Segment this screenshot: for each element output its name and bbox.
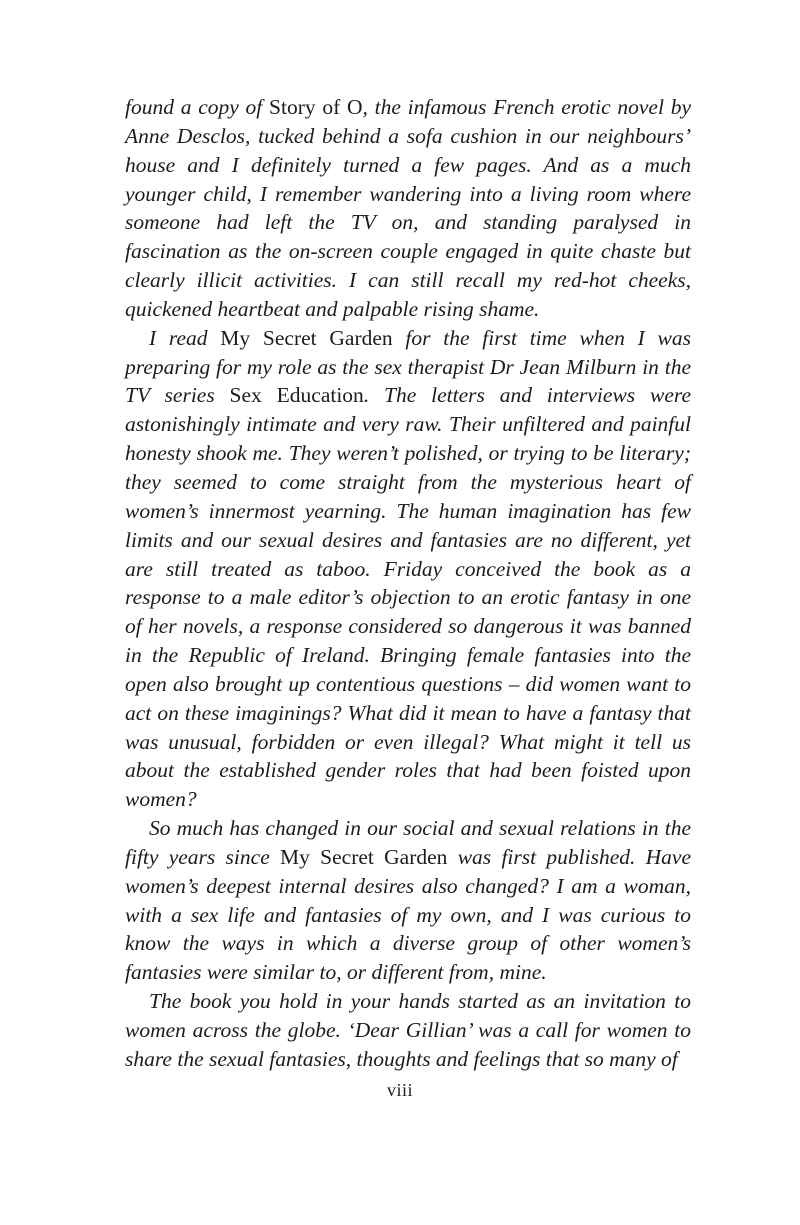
text-segment: found a copy of [125, 95, 270, 119]
text-segment: The book you hold in your hands started as an invitation to women across the globe. ‘Dear Gillian’ was a call for women to share the sexual fantasies, thoughts and feelings that so many of [125, 989, 691, 1071]
text-segment: was first published. Have women’s deepest internal desires also changed? I am a woman, with a sex life and fantasies of my own, and I was curious to know the ways in which a diverse group of other women’s fantasies were similar to, or different from, mine. [125, 844, 691, 985]
book-title-my-secret-garden: My Secret Garden [280, 844, 448, 869]
text-segment: for the first time when I was preparing for my role as the sex therapist Dr Jean Milburn in the TV series [125, 325, 691, 408]
paragraph-my-secret-garden [125, 324, 691, 814]
page-body-text [125, 93, 691, 1074]
paragraph-fifty-years [125, 814, 691, 987]
page-number: viii [386, 1080, 413, 1100]
text-segment: I read [149, 325, 221, 350]
text-segment: . The letters and interviews were astonishingly intimate and very raw. Their unfiltered and painful honesty shook me. They weren’t polished, or trying to be literary; they seemed to come straight from the mysterious heart of women’s innermost yearning. The human imagination has few limits and our sexual desires and fantasies are no different, yet are still treated as taboo. Friday conceived the book as a response to a male editor’s objection to an erotic fantasy in one of her novels, a response considered so dangerous it was banned in the Republic of Ireland. Bringing female fantasies into the open also brought up contentious questions – did women want to act on these imaginings? What did it mean to have a fantasy that was unusual, forbidden or even illegal? What might it tell us about the established gender roles that had been foisted upon women? [125, 383, 691, 812]
series-title-sex-education: Sex Education [229, 383, 364, 408]
text-segment: So much has changed in our social and sexual relations in the fifty years since [125, 816, 691, 869]
book-title-my-secret-garden: My Secret Garden [220, 325, 393, 350]
paragraph-story-of-o [125, 93, 691, 324]
text-segment: , the infamous French erotic novel by Anne Desclos, tucked behind a sofa cushion in our neighbours’ house and I definitely turned a few pages. And as a much younger child, I remember wandering into a living room where someone had left the TV on, and standing paralysed in fascination as the on-screen couple engaged in quite chaste but clearly illicit activities. I can still recall my red-hot cheeks, quickened heartbeat and palpable rising shame. [125, 95, 691, 321]
book-title-story-of-o: Story of O [269, 95, 363, 119]
paragraph-dear-gillian [125, 987, 691, 1074]
